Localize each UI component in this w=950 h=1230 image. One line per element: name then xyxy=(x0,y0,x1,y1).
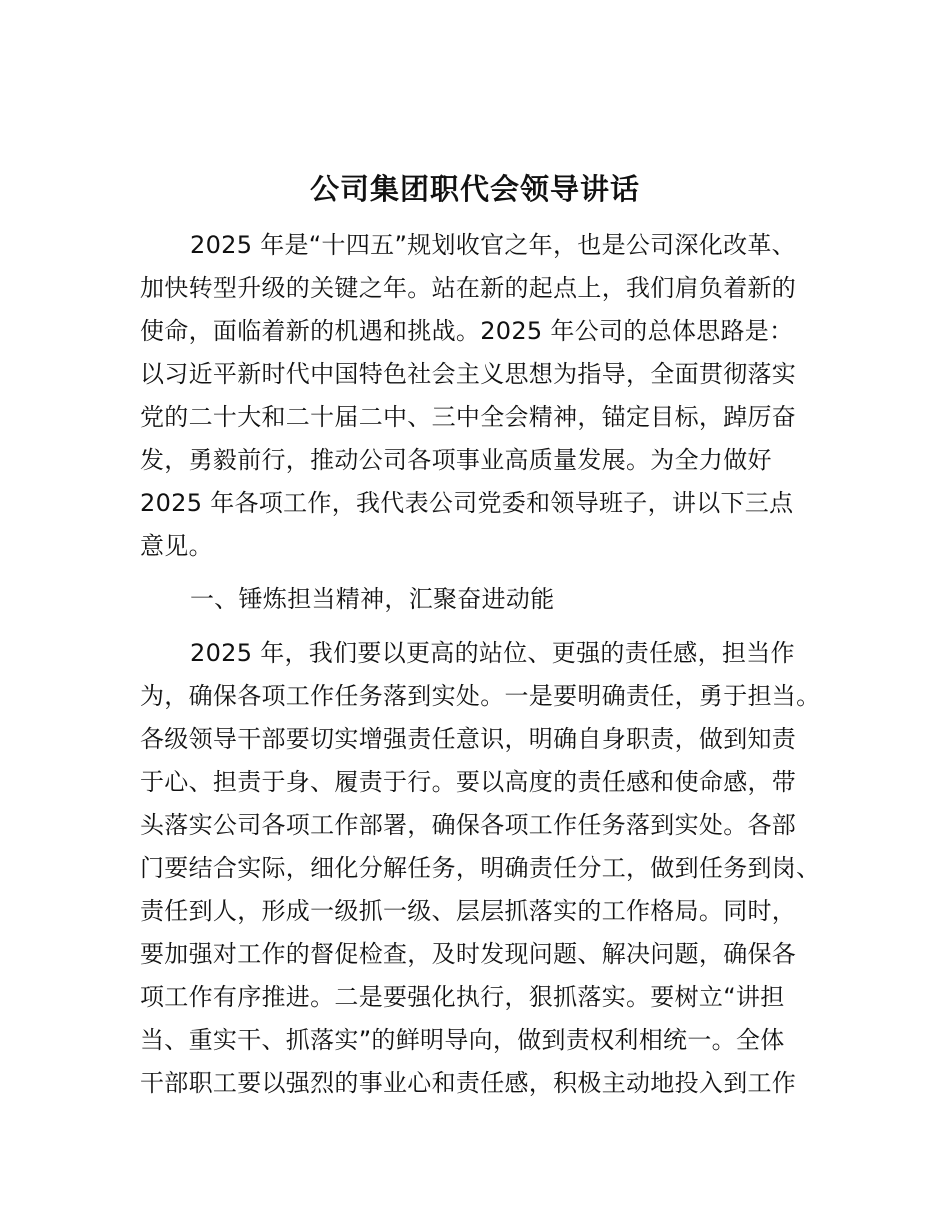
paragraph-line: 2025 年各项工作，我代表公司党委和领导班子，讲以下三点 xyxy=(140,489,794,517)
paragraph-line: 2025 年是“十四五”规划收官之年，也是公司深化改革、 xyxy=(190,231,796,259)
section-heading: 一、锤炼担当精神，汇聚奋进动能 xyxy=(190,585,555,613)
paragraph-line: 使命，面临着新的机遇和挑战。2025 年公司的总体思路是： xyxy=(140,317,794,345)
paragraph-line: 发，勇毅前行，推动公司各项事业高质量发展。为全力做好 xyxy=(140,446,772,474)
paragraph-line: 当、重实干、抓落实”的鲜明导向，做到责权利相统一。全体 xyxy=(140,1026,785,1054)
paragraph-line: 要加强对工作的督促检查，及时发现问题、解决问题，确保各 xyxy=(140,940,797,968)
paragraph-line: 党的二十大和二十届二中、三中全会精神，锚定目标，踔厉奋 xyxy=(140,403,797,431)
paragraph-line: 为，确保各项工作任务落到实处。一是要明确责任，勇于担当。 xyxy=(140,682,821,710)
paragraph-line: 意见。 xyxy=(140,532,213,560)
paragraph-line: 于心、担责于身、履责于行。要以高度的责任感和使命感，带 xyxy=(140,768,797,796)
paragraph-line: 以习近平新时代中国特色社会主义思想为指导，全面贯彻落实 xyxy=(140,360,797,388)
paragraph-line: 2025 年，我们要以更高的站位、更强的责任感，担当作 xyxy=(190,639,795,667)
paragraph-line: 加快转型升级的关键之年。站在新的起点上，我们肩负着新的 xyxy=(140,274,797,302)
paragraph-line: 干部职工要以强烈的事业心和责任感，积极主动地投入到工作 xyxy=(140,1069,797,1097)
paragraph-line: 项工作有序推进。二是要强化执行，狠抓落实。要树立“讲担 xyxy=(140,983,785,1011)
paragraph-line: 责任到人，形成一级抓一级、层层抓落实的工作格局。同时， xyxy=(140,897,797,925)
paragraph-line: 各级领导干部要切实增强责任意识，明确自身职责，做到知责 xyxy=(140,725,797,753)
document-title: 公司集团职代会领导讲话 xyxy=(309,172,640,206)
paragraph-line: 门要结合实际，细化分解任务，明确责任分工，做到任务到岗、 xyxy=(140,854,821,882)
paragraph-line: 头落实公司各项工作部署，确保各项工作任务落到实处。各部 xyxy=(140,811,797,839)
